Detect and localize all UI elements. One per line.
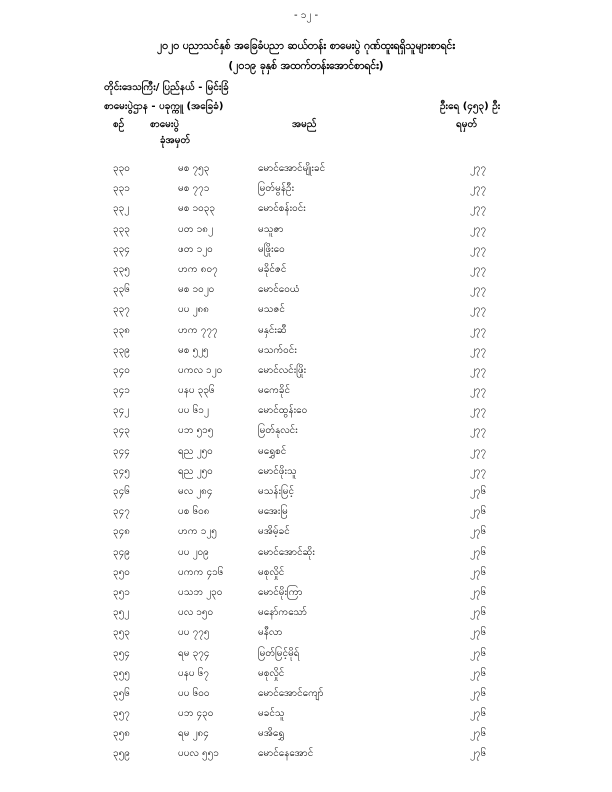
roll-number: မစ ၁၀၂၀	[178, 284, 215, 296]
student-name: မနော်ကသော်	[258, 607, 308, 619]
score: ၂၇၇	[470, 344, 487, 356]
row-number: ၃၅၄	[113, 647, 130, 659]
row-number: ၃၅၆	[113, 687, 130, 699]
row-number: ၃၄၆	[113, 486, 130, 497]
roll-number: ပကက ၄၁၆	[178, 566, 224, 578]
roll-number: ရမ ၃၇၄	[178, 647, 210, 659]
score: ၂၇၇	[470, 364, 487, 376]
row-number: ၃၄၁	[113, 385, 130, 397]
header-roll-sub: စာမေးပွဲ	[150, 119, 180, 130]
student-name: မစုလှိုင်	[258, 667, 285, 679]
student-name: မသန်းမြင့်	[258, 486, 295, 497]
student-name: မစုလှိုင်	[258, 566, 285, 578]
roll-number: ပဘ ၄၃၀	[178, 708, 214, 720]
student-name: မခင်သူ	[258, 708, 285, 720]
table-row	[0, 524, 612, 544]
student-name: မသဇင်	[258, 304, 285, 316]
table-row	[0, 585, 612, 605]
student-name: မအိရွှေ	[258, 728, 285, 740]
roll-number: ပပ ၇၇၅	[178, 627, 210, 639]
student-name: မအိမ့်ခင်	[258, 526, 290, 538]
roll-number: ဖတ ၁၂၀	[178, 243, 213, 255]
score: ၂၇၇	[470, 304, 487, 316]
score: ၂၇၇	[470, 284, 487, 296]
roll-number: မစ ၇၇၁	[178, 183, 210, 195]
roll-number: ပပ ၂၀၉	[178, 546, 209, 558]
table-row	[0, 343, 612, 363]
table-row	[0, 625, 612, 645]
roll-number: မစ ၅၂၅	[178, 344, 209, 356]
table-row	[0, 323, 612, 343]
roll-number: ပတ ၁၈၂	[178, 223, 213, 235]
row-number: ၃၅၅	[113, 667, 130, 679]
student-name: မောင်ထွန်းဝေ	[258, 405, 308, 417]
score: ၂၇၆	[470, 647, 487, 659]
table-row	[0, 161, 612, 181]
score: ၂၇၇	[470, 183, 487, 195]
row-number: ၃၃၉	[113, 344, 130, 356]
score: ၂၇၇	[470, 385, 487, 397]
row-number: ၃၃၆	[113, 284, 130, 296]
student-name: မနှင်းဆီ	[258, 324, 287, 336]
row-number: ၃၅၇	[113, 708, 130, 720]
row-number: ၃၃၁	[113, 183, 130, 195]
table-row	[0, 363, 612, 383]
student-name: မသူဇာ	[258, 223, 284, 235]
row-number: ၃၃၈	[113, 324, 130, 336]
score: ၂၇၆	[470, 546, 487, 558]
row-number: ၃၅၀	[113, 566, 130, 578]
student-name: မရွှေစင်	[258, 445, 287, 457]
roll-number: ပနပ ၃၃၆	[178, 385, 215, 397]
row-number: ၃၄၈	[113, 526, 130, 538]
row-number: ၃၄၄	[113, 445, 130, 457]
roll-number: ပပ ၆၁၂	[178, 405, 209, 417]
center-label: စာမေးပွဲဌာန - ပခုက္ကူ (အခြေခံ)	[104, 101, 224, 112]
region-label: တိုင်းဒေသကြီး/ ပြည်နယ် - မြင်းခြံ	[104, 82, 229, 93]
roll-number: ပပလ ၅၅၁	[178, 748, 219, 760]
score: ၂၇၇	[470, 243, 487, 255]
score: ၂၇၇	[470, 163, 487, 174]
score: ၂၇၇	[470, 223, 487, 235]
table-row	[0, 423, 612, 443]
row-number: ၃၃၇	[113, 304, 130, 316]
student-name: မောင်နေအောင်	[258, 748, 314, 760]
page-number: - ၁၂ -	[293, 10, 319, 21]
score: ၂၇၆	[470, 526, 487, 538]
student-name: မောင်ဖိုးသူ	[258, 465, 297, 477]
score: ၂၇၆	[470, 728, 487, 740]
row-number: ၃၅၂	[113, 607, 130, 619]
score: ၂၇၆	[470, 586, 487, 598]
score: ၂၇၆	[470, 748, 487, 760]
score: ၂၇၆	[470, 566, 487, 578]
roll-number: ဟက ၈၀၇	[178, 263, 218, 275]
score: ၂၇၆	[470, 687, 487, 699]
student-name: မကေခိုင်	[258, 385, 291, 397]
student-name: မြတ်နုလင်း	[258, 425, 298, 437]
document-subtitle: (၂၀၁၉ ခုနှစ် အထက်တန်းအောင်စာရင်း)	[228, 60, 384, 72]
header-no: စဉ်	[113, 119, 125, 130]
score: ၂၇၇	[470, 465, 487, 477]
score: ၂၇၆	[470, 627, 487, 639]
table-row	[0, 444, 612, 464]
roll-number: ပကလ ၁၂၀	[178, 364, 223, 376]
score: ၂၇၇	[470, 263, 487, 275]
table-row	[0, 646, 612, 666]
roll-number: ပပ ၂၈၈	[178, 304, 209, 316]
student-name: မဖြိုးဝေ	[258, 243, 285, 255]
roll-number: ရမ ၂၈၄	[178, 728, 209, 740]
table-row	[0, 403, 612, 423]
student-name: မြတ်မြင့်မိုရ်	[258, 647, 300, 659]
student-name: မောင်စန်းဝင်း	[258, 203, 306, 215]
table-row	[0, 605, 612, 625]
roll-number: ဟက ၇၇၇	[178, 324, 218, 336]
student-name: မအေးမြ	[258, 506, 288, 518]
student-name: မောင်အောင်မျိုးခင်	[258, 163, 326, 174]
roll-number: ဟက ၁၂၅	[178, 526, 217, 538]
roll-number: ရည ၂၅၀	[178, 465, 213, 477]
table-row	[0, 222, 612, 242]
row-number: ၃၄၂	[113, 405, 130, 417]
roll-number: ပပ ၆၀၀	[178, 687, 210, 699]
student-name: မောင်လင်းဖြိုး	[258, 364, 307, 376]
row-number: ၃၄၇	[113, 506, 130, 518]
score: ၂၇၆	[470, 506, 487, 518]
student-name: မောင်အောင်ဆိုး	[258, 546, 315, 558]
student-name: မောင်မိုးကြာ	[258, 586, 303, 598]
score: ၂၇၇	[470, 425, 487, 437]
table-row	[0, 383, 612, 403]
row-number: ၃၃၀	[113, 163, 130, 174]
table-row	[0, 565, 612, 585]
score: ၂၇၆	[470, 607, 487, 619]
row-number: ၃၄၃	[113, 425, 130, 437]
score: ၂၇၆	[470, 708, 487, 720]
table-row	[0, 181, 612, 201]
table-row	[0, 686, 612, 706]
header-name: အမည်	[292, 119, 317, 130]
row-number: ၃၄၅	[113, 465, 130, 477]
score: ၂၇၇	[470, 324, 487, 336]
table-row	[0, 302, 612, 322]
score: ၂၇၇	[470, 445, 487, 457]
score: ၂၇၇	[470, 405, 487, 417]
table-row	[0, 242, 612, 262]
student-name: မသက်ဝင်း	[258, 344, 297, 356]
table-row	[0, 464, 612, 484]
student-name: မခိုင်ဇင်	[258, 263, 287, 275]
table-row	[0, 706, 612, 726]
student-name: မောင်ဝေယံ	[258, 284, 300, 296]
roll-number: ပနပ ၆၇	[178, 667, 210, 679]
roll-number: မလ ၂၈၄	[178, 486, 213, 497]
row-number: ၃၅၃	[113, 627, 130, 639]
header-roll: ခုံအမှတ်	[160, 135, 191, 146]
table-row	[0, 262, 612, 282]
table-row	[0, 201, 612, 221]
document-title: ၂၀၂၀ ပညာသင်နှစ် အခြေခံပညာ ဆယ်တန်း စာမေးပွဲ ဂုဏ်ထူးရရှိသူများစာရင်း	[157, 40, 455, 52]
roll-number: ပဘ ၅၁၅	[178, 425, 214, 437]
table-row	[0, 504, 612, 524]
roll-number: ရည ၂၅၀	[178, 445, 213, 457]
row-number: ၃၅၉	[113, 748, 130, 760]
header-score: ရမှတ်	[456, 119, 478, 130]
roll-number: ပသဘ ၂၃၀	[178, 586, 223, 598]
roll-number: ပစ ၆၀၈	[178, 506, 210, 518]
table-row	[0, 666, 612, 686]
row-number: ၃၅၁	[113, 586, 130, 598]
table-row	[0, 746, 612, 766]
row-number: ၃၄၀	[113, 364, 130, 376]
roll-number: ပလ ၁၅၀	[178, 607, 214, 619]
table-row	[0, 726, 612, 746]
row-number: ၃၃၃	[113, 223, 130, 235]
row-number: ၃၅၈	[113, 728, 130, 740]
score: ၂၇၇	[470, 203, 487, 215]
roll-number: မစ ၁၀၃၃	[178, 203, 216, 215]
score: ၂၇၆	[470, 667, 487, 679]
student-name: မနီလာ	[258, 627, 283, 639]
table-row	[0, 484, 612, 504]
roll-number: မစ ၇၅၃	[178, 163, 210, 174]
student-name: မောင်အောင်ကျော်	[258, 687, 324, 699]
table-row	[0, 545, 612, 565]
score: ၂၇၆	[470, 486, 487, 497]
result-list	[0, 161, 612, 767]
row-number: ၃၃၂	[113, 203, 130, 215]
student-name: မြတ်မွန်ဦး	[258, 183, 295, 195]
count-label: ဦးရေ (၄၅၃) ဦး	[440, 101, 501, 112]
row-number: ၃၃၅	[113, 263, 130, 275]
row-number: ၃၃၄	[113, 243, 130, 255]
row-number: ၃၄၉	[113, 546, 130, 558]
table-row	[0, 282, 612, 302]
